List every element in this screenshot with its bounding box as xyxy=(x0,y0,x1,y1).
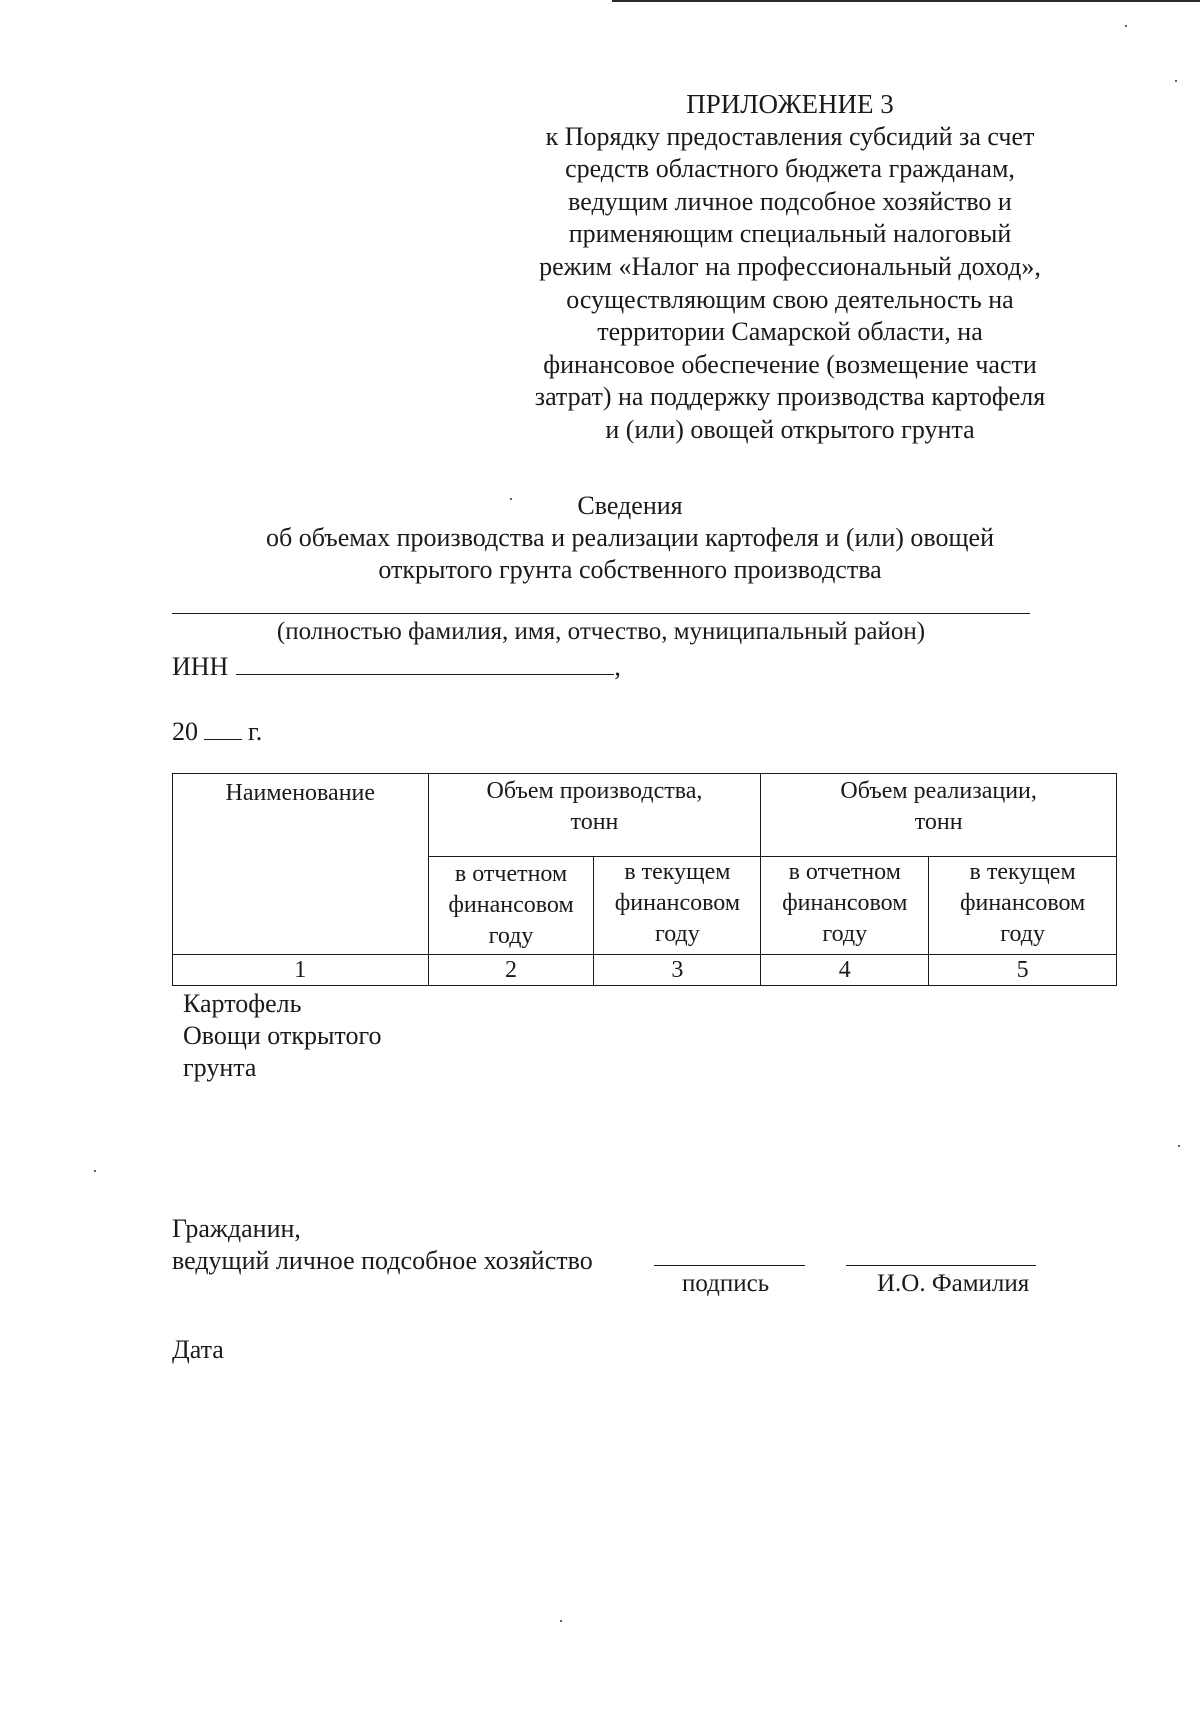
year-prefix: 20 xyxy=(172,717,198,746)
signature-fill-line[interactable] xyxy=(654,1265,805,1266)
column-number: 3 xyxy=(594,955,761,986)
name-fill-line[interactable] xyxy=(172,613,1030,614)
subheader-line: в отчетном xyxy=(788,859,901,885)
citizen-block xyxy=(172,1213,593,1277)
appendix-line: и (или) овощей открытого грунта xyxy=(605,414,975,444)
year-fill-line[interactable] xyxy=(204,717,242,740)
subheader-line: в отчетном xyxy=(454,861,568,887)
year-row xyxy=(172,717,262,747)
product-list xyxy=(183,988,381,1084)
fullname-label: И.О. Фамилия xyxy=(877,1270,1030,1297)
scan-speck xyxy=(560,1620,562,1622)
name-caption: (полностью фамилия, имя, отчество, муниципальный район) xyxy=(276,618,926,645)
scan-speck xyxy=(510,498,512,500)
appendix-line: территории Самарской области, на xyxy=(597,317,983,347)
header-production-label: Объем производства, xyxy=(486,778,703,804)
column-number: 4 xyxy=(761,955,929,986)
scan-speck xyxy=(94,1170,96,1172)
column-number: 1 xyxy=(173,955,429,986)
heading-line: открытого грунта собственного производства xyxy=(378,555,882,584)
header-sales-label: Объем реализации, xyxy=(840,778,1037,804)
page-top-border xyxy=(612,0,1200,2)
appendix-line: средств областного бюджета гражданам, xyxy=(565,154,1015,184)
subheader-line: в текущем xyxy=(624,859,731,885)
product-potato: Картофель xyxy=(183,989,302,1018)
signature-label: подпись xyxy=(682,1270,770,1297)
table-header-row xyxy=(173,774,1117,857)
header-production xyxy=(428,774,761,857)
header-name-label: Наименование xyxy=(225,780,376,806)
document-heading xyxy=(180,490,1080,586)
subheader-line: году xyxy=(655,921,700,947)
citizen-line: ведущий личное подсобное хозяйство xyxy=(172,1246,593,1275)
inn-suffix: , xyxy=(614,652,621,681)
appendix-line: ведущим личное подсобное хозяйство и xyxy=(568,186,1012,216)
citizen-line: Гражданин, xyxy=(172,1214,301,1243)
appendix-title: ПРИЛОЖЕНИЕ 3 xyxy=(686,89,894,119)
scan-speck xyxy=(1178,1145,1180,1147)
header-sales xyxy=(761,774,1117,857)
appendix-line: затрат) на поддержку производства картофеля xyxy=(534,382,1046,412)
header-name xyxy=(173,774,429,955)
subheader-line: финансовом xyxy=(448,892,574,918)
appendix-line: режим «Налог на профессиональный доход», xyxy=(539,251,1041,281)
subheader-line: в текущем xyxy=(969,859,1076,885)
header-sales-unit: тонн xyxy=(914,809,963,835)
date-label: Дата xyxy=(172,1335,224,1364)
volumes-table xyxy=(172,773,1117,986)
heading-line: об объемах производства и реализации картофеля и (или) овощей xyxy=(265,523,995,552)
subheader-line: финансовом xyxy=(614,890,741,916)
subheader-line: году xyxy=(1000,921,1045,947)
appendix-line: финансовое обеспечение (возмещение части xyxy=(543,349,1037,379)
appendix-line: к Порядку предоставления субсидий за счет xyxy=(545,121,1035,151)
column-number: 2 xyxy=(428,955,594,986)
subheader-line: финансовом xyxy=(782,890,908,916)
appendix-line: применяющим специальный налоговый xyxy=(568,219,1012,249)
appendix-line: осуществляющим свою деятельность на xyxy=(566,284,1014,314)
product-vegetables: Овощи открытого xyxy=(183,1021,382,1050)
inn-label: ИНН xyxy=(172,652,229,681)
column-number: 5 xyxy=(929,955,1117,986)
subheader-production-reporting xyxy=(428,857,594,955)
subheader-sales-current xyxy=(929,857,1117,955)
subheader-sales-reporting xyxy=(761,857,929,955)
heading-title: Сведения xyxy=(577,491,683,520)
appendix-header xyxy=(500,88,1080,447)
name-signature-fill-line[interactable] xyxy=(846,1265,1036,1266)
header-production-unit: тонн xyxy=(570,809,619,835)
scan-speck xyxy=(1175,80,1177,82)
subheader-line: финансовом xyxy=(959,890,1086,916)
inn-fill-line[interactable] xyxy=(236,652,614,675)
subheader-production-current xyxy=(594,857,761,955)
subheader-line: году xyxy=(488,923,534,949)
product-vegetables-cont: грунта xyxy=(183,1053,257,1082)
table-number-row xyxy=(173,955,1117,986)
subheader-line: году xyxy=(822,921,868,947)
year-suffix: г. xyxy=(248,717,263,746)
scan-speck xyxy=(1125,25,1127,27)
inn-row xyxy=(172,652,621,682)
